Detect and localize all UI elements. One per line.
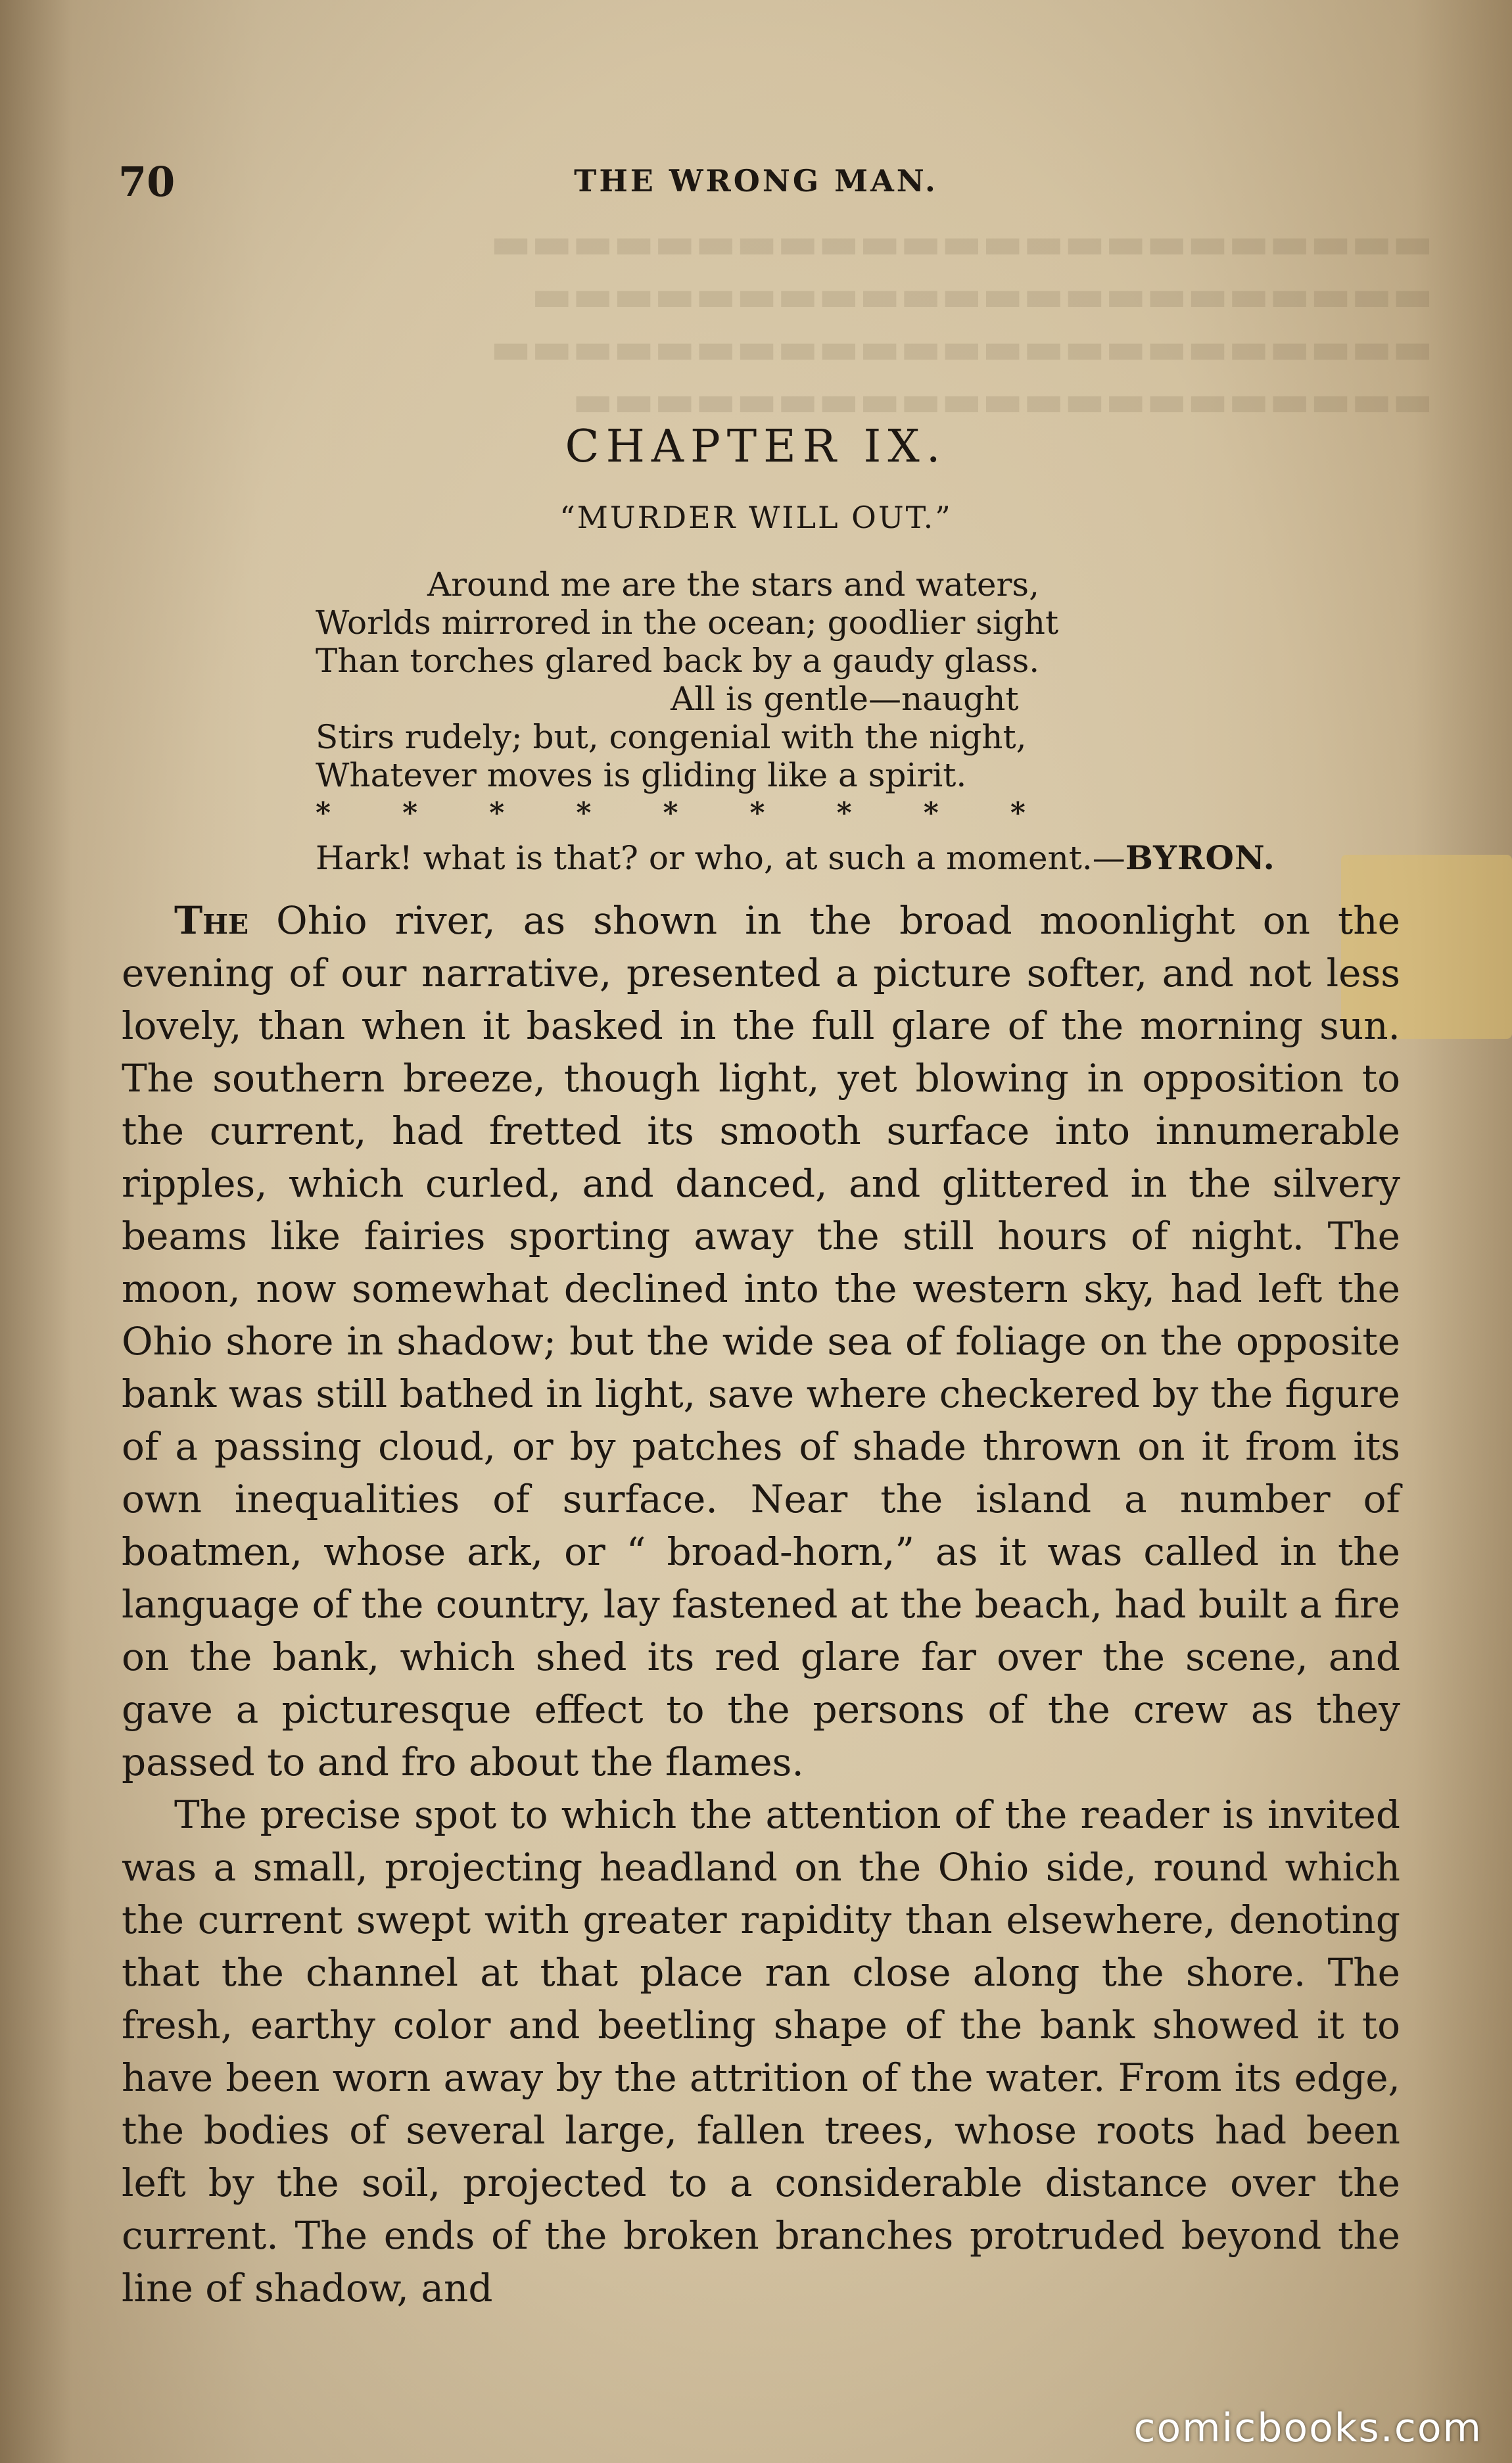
- paragraph: The precise spot to which the attention of the reader is invited was a small, projecting headland on the Ohio side, round which the current swept with greater rapidity than elsewhere, denoting that the channel at that place ran close along the shore. The fresh, earthy color and beetling shape of the bank showed it to have been worn away by the attrition of the water. From its edge, the bodies of several large, fallen trees, whose roots had been left by the soil, projected to a considerable distance over the current. The ends of the broken branches protruded beyond the line of shadow, and: [122, 1792, 1400, 2310]
- asterisk-row: [316, 794, 1026, 834]
- body-text: [122, 894, 1400, 2314]
- epigraph-attribution: BYRON.: [1125, 838, 1275, 877]
- epigraph: [316, 565, 1394, 877]
- asterisk: *: [576, 796, 592, 830]
- asterisk: *: [836, 796, 852, 830]
- paragraph-lead-word: The: [174, 898, 249, 943]
- epigraph-line: All is gentle—naught: [671, 680, 1019, 718]
- paragraph: [122, 894, 1400, 1788]
- asterisk: *: [402, 796, 418, 830]
- epigraph-final-line: [316, 839, 1394, 877]
- epigraph-line: Stirs rudely; but, congenial with the night,: [316, 718, 1027, 756]
- running-title: THE WRONG MAN.: [574, 163, 938, 199]
- running-head: [118, 158, 1394, 210]
- asterisk: *: [316, 796, 331, 830]
- asterisk: *: [1010, 796, 1026, 830]
- asterisk: *: [663, 796, 678, 830]
- epigraph-line: Whatever moves is gliding like a spirit.: [316, 756, 967, 794]
- epigraph-line: Than torches glared back by a gaudy glass.: [316, 642, 1040, 680]
- epigraph-line: Around me are the stars and waters,: [427, 565, 1039, 604]
- asterisk: *: [923, 796, 939, 830]
- asterisk: *: [749, 796, 765, 830]
- bleed-through-texture: ▬▬▬▬▬▬▬▬▬▬▬▬▬▬▬▬▬▬▬▬▬▬▬ ▬▬▬▬▬▬▬▬▬▬▬▬▬▬▬▬▬▬▬▬▬▬ ▬▬▬▬▬▬▬▬▬▬▬▬▬▬▬▬▬▬▬▬▬▬▬ ▬▬▬▬▬▬▬▬▬▬▬▬▬▬▬▬▬▬▬▬▬: [490, 218, 1433, 426]
- paragraph-text: Ohio river, as shown in the broad moonlight on the evening of our narrative, presented a picture softer, and not less lovely, than when it basked in the full glare of the morning sun. The southern breeze, though light, yet blowing in opposition to the current, had fretted its smooth surface into innumerable ripples, which curled, and danced, and glittered in the silvery beams like fairies sporting away the still hours of night. The moon, now somewhat declined into the western sky, had left the Ohio shore in shadow; but the wide sea of foliage on the opposite bank was still bathed in light, save where checkered by the figure of a passing cloud, or by patches of shade thrown on it from its own inequalities of surface. Near the island a number of boatmen, whose ark, or “ broad-horn,” as it was called in the language of the country, lay fastened at the beach, had built a fire on the bank, which shed its red glare far over the scene, and gave a picturesque effect to the persons of the crew as they passed to and fro about the flames.: [122, 898, 1400, 1784]
- epigraph-line: Worlds mirrored in the ocean; goodlier sight: [316, 604, 1059, 642]
- chapter-subtitle: “MURDER WILL OUT.”: [559, 500, 953, 535]
- page-number: 70: [118, 158, 176, 206]
- epigraph-quote: Hark! what is that? or who, at such a moment.—: [316, 839, 1125, 877]
- chapter-title: CHAPTER IX.: [565, 421, 947, 473]
- asterisk: *: [489, 796, 505, 830]
- site-watermark: comicbooks.com: [1133, 2405, 1482, 2451]
